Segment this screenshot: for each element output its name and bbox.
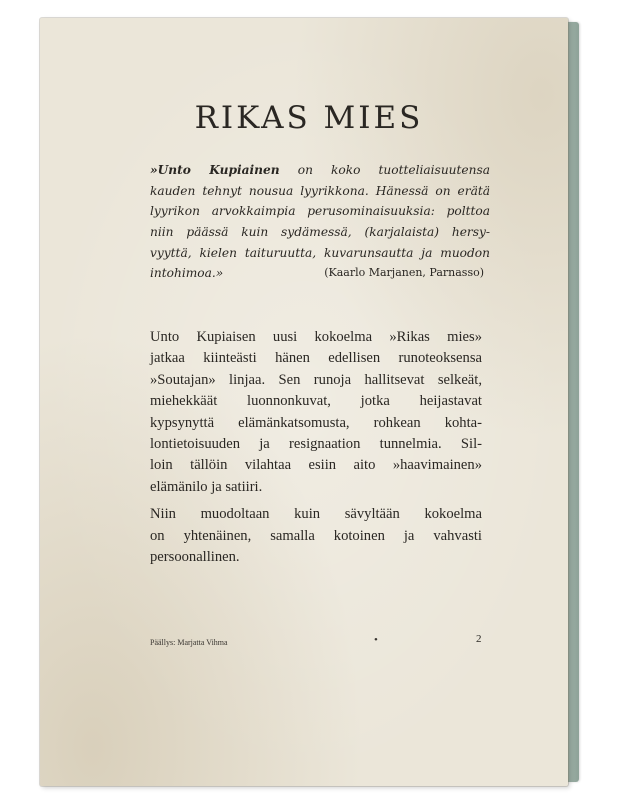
blurb-p1-line: Unto Kupiaisen uusi kokoelma »Rikas mies» [150, 329, 482, 345]
quote-line-1-rest: on koko tuotteliaisuutensa [279, 163, 490, 177]
quote-attribution: (Kaarlo Marjanen, Parnasso) [324, 266, 484, 280]
footer-dot: • [374, 634, 378, 646]
blurb-p2-line: persoonallinen. [150, 548, 240, 565]
cover-designer-credit: Päällys: Marjatta Vihma [150, 638, 228, 647]
quote-line-2: kauden tehnyt nousua lyyrikkona. Hänessä on erätä [150, 183, 490, 198]
quote-line-1 [150, 160, 490, 181]
blurb-p1-line: miehekkäät luonnonkuvat, jotka heijastavat [150, 393, 482, 410]
blurb-p1-line: loin tällöin vilahtaa esiin aito »haavimainen» [150, 457, 482, 474]
blurb-p1-line: kypsynyttä elämänkatsomusta, rohkean kohta- [150, 414, 482, 431]
review-quote [150, 160, 490, 284]
blurb-p1-line: »Soutajan» linjaa. Sen runoja hallitsevat selkeät, [150, 371, 482, 388]
book-title: RIKAS MIES [194, 100, 424, 136]
quote-line-3: lyyrikon arvokkaimpia perusominaisuuksia: polttoa [150, 204, 490, 219]
blurb-p1-line: lontietoisuuden ja resignaation tunnelmia. Sil- [150, 435, 482, 452]
quote-line-4: niin päässä kuin sydämessä, (karjalaista) hersy- [150, 225, 490, 240]
quote-line-5: vyyttä, kielen taituruutta, kuvarunsautta ja muodon [150, 245, 490, 260]
blurb-p2-line: on yhtenäinen, samalla kotoinen ja vahvasti [150, 527, 482, 544]
blurb-p2-line: Niin muodoltaan kuin sävyltään kokoelma [150, 506, 482, 523]
blurb-p1-line: elämänilo ja satiiri. [150, 478, 263, 495]
page-number: 2 [476, 633, 482, 645]
quote-line-6: intohimoa.» [150, 266, 224, 281]
blurb-p1-line: jatkaa kiinteästi hänen edellisen runoteoksensa [150, 350, 482, 367]
blurb-text [150, 327, 482, 568]
quote-author-name: »Unto Kupiainen [150, 163, 280, 177]
